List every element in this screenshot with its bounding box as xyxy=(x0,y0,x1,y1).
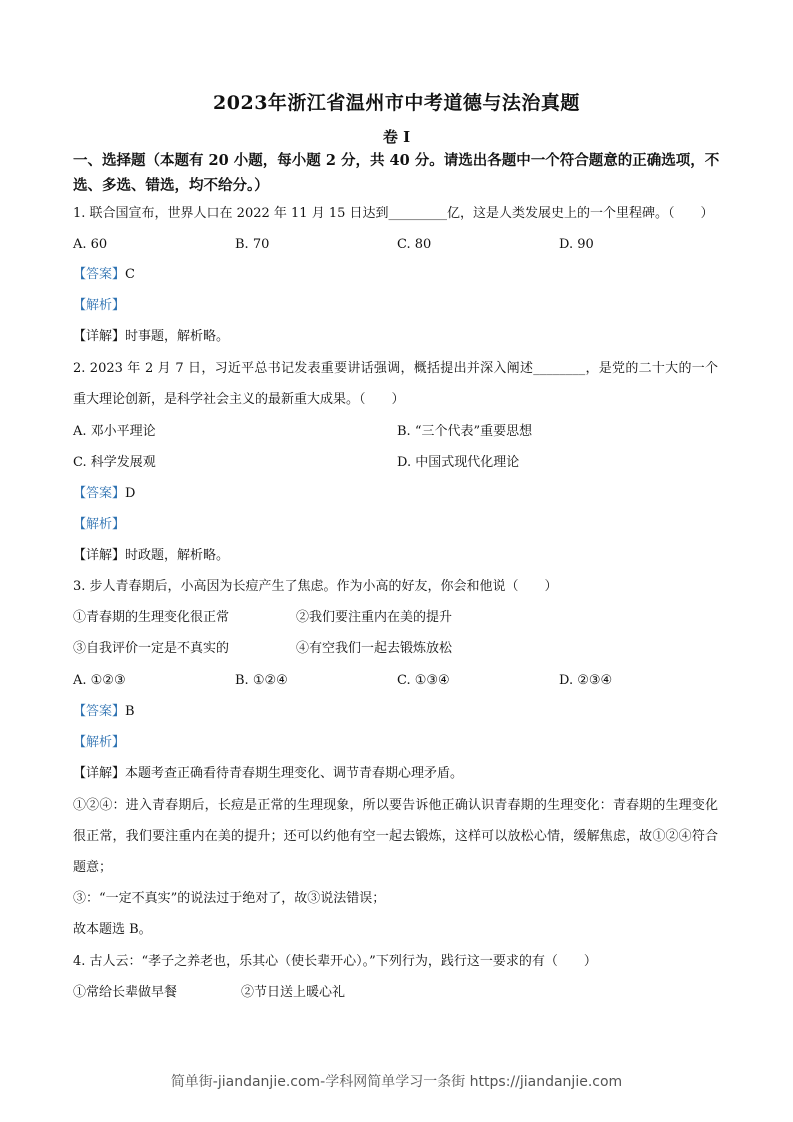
q2-stem: 2. 2023 年 2 月 7 日，习近平总书记发表重要讲话强调，概括提出并深入阐述________，是党的二十大的一个重大理论创新，是科学社会主义的最新重大成果。（ ） xyxy=(73,361,718,407)
detail-text: 时政题，解析略。 xyxy=(125,548,230,563)
q3-detail xyxy=(73,765,463,783)
detail-tag: 【详解】 xyxy=(73,766,126,781)
detail-tag: 【详解】 xyxy=(73,329,126,344)
q1-option-d: D. 90 xyxy=(559,237,594,252)
q4-item-1: ①常给长辈做早餐 xyxy=(73,985,178,1000)
answer-tag: 【答案】 xyxy=(73,267,126,282)
page-footer: 简单街-jiandanjie.com-学科网简单学习一条街 https://jiandanjie.com xyxy=(170,1074,623,1090)
q2-option-b: B. “三个代表”重要思想 xyxy=(397,424,533,439)
q1-answer xyxy=(73,266,135,284)
q3-item-1: ①青春期的生理变化很正常 xyxy=(73,610,230,625)
q2-option-a: A. 邓小平理论 xyxy=(73,424,156,439)
q3-option-b: B. ①②④ xyxy=(235,673,288,688)
q1-option-c: C. 80 xyxy=(397,237,432,252)
q1-analysis-tag: 【解析】 xyxy=(73,298,126,313)
q3-answer xyxy=(73,703,135,721)
q1-stem: 1. 联合国宣布，世界人口在 2022 年 11 月 15 日达到_________亿，这是人类发展史上的一个里程碑。（ ） xyxy=(73,206,714,221)
q3-option-d: D. ②③④ xyxy=(559,673,613,688)
q1-detail xyxy=(73,328,229,346)
answer-value: D xyxy=(125,486,136,501)
q2-answer xyxy=(73,485,135,503)
detail-text: 时事题，解析略。 xyxy=(125,329,230,344)
q2-detail xyxy=(73,547,229,565)
page-subtitle: 卷 I xyxy=(382,128,411,146)
q3-explanation-para-3: 故本题选 B。 xyxy=(73,922,152,937)
detail-text: 本题考查正确看待青春期生理变化、调节青春期心理矛盾。 xyxy=(125,766,464,781)
answer-tag: 【答案】 xyxy=(73,704,126,719)
q2-analysis-tag: 【解析】 xyxy=(73,517,126,532)
q3-stem: 3. 步人青春期后，小高因为长痘产生了焦虑。作为小高的好友，你会和他说（ ） xyxy=(73,579,558,594)
q4-item-2: ②节日送上暖心礼 xyxy=(241,985,346,1000)
q3-explanation-para-2: ③：“一定不真实”的说法过于绝对了，故③说法错误； xyxy=(73,891,386,906)
q3-item-4: ④有空我们一起去锻炼放松 xyxy=(296,641,453,656)
q2-option-c: C. 科学发展观 xyxy=(73,455,156,470)
answer-value: C xyxy=(125,267,135,282)
q2-option-d: D. 中国式现代化理论 xyxy=(397,455,520,470)
answer-value: B xyxy=(125,704,135,719)
q4-stem: 4. 古人云：“孝子之养老也，乐其心（使长辈开心）。”下列行为，践行这一要求的有（ ） xyxy=(73,954,597,969)
q1-option-a: A. 60 xyxy=(73,237,108,252)
q1-option-b: B. 70 xyxy=(235,237,270,252)
detail-tag: 【详解】 xyxy=(73,548,126,563)
q3-item-2: ②我们要注重内在美的提升 xyxy=(296,610,453,625)
q3-option-a: A. ①②③ xyxy=(73,673,126,688)
q3-option-c: C. ①③④ xyxy=(397,673,450,688)
q3-item-3: ③自我评价一定是不真实的 xyxy=(73,641,230,656)
q3-analysis-tag: 【解析】 xyxy=(73,735,126,750)
answer-tag: 【答案】 xyxy=(73,486,126,501)
section-heading: 一、选择题（本题有 20 小题，每小题 2 分，共 40 分。请选出各题中一个符合题意的正确选项，不选、多选、错选，均不给分。） xyxy=(73,152,720,194)
q3-explanation-para-1: ①②④：进入青春期后，长痘是正常的生理现象，所以要告诉他正确认识青春期的生理变化：青春期的生理变化很正常，我们要注重内在美的提升；还可以约他有空一起去锻炼，这样可以放松心情，缓解焦虑，故①②④符合题意； xyxy=(73,798,718,875)
page-title: 2023年浙江省温州市中考道德与法治真题 xyxy=(213,92,580,114)
